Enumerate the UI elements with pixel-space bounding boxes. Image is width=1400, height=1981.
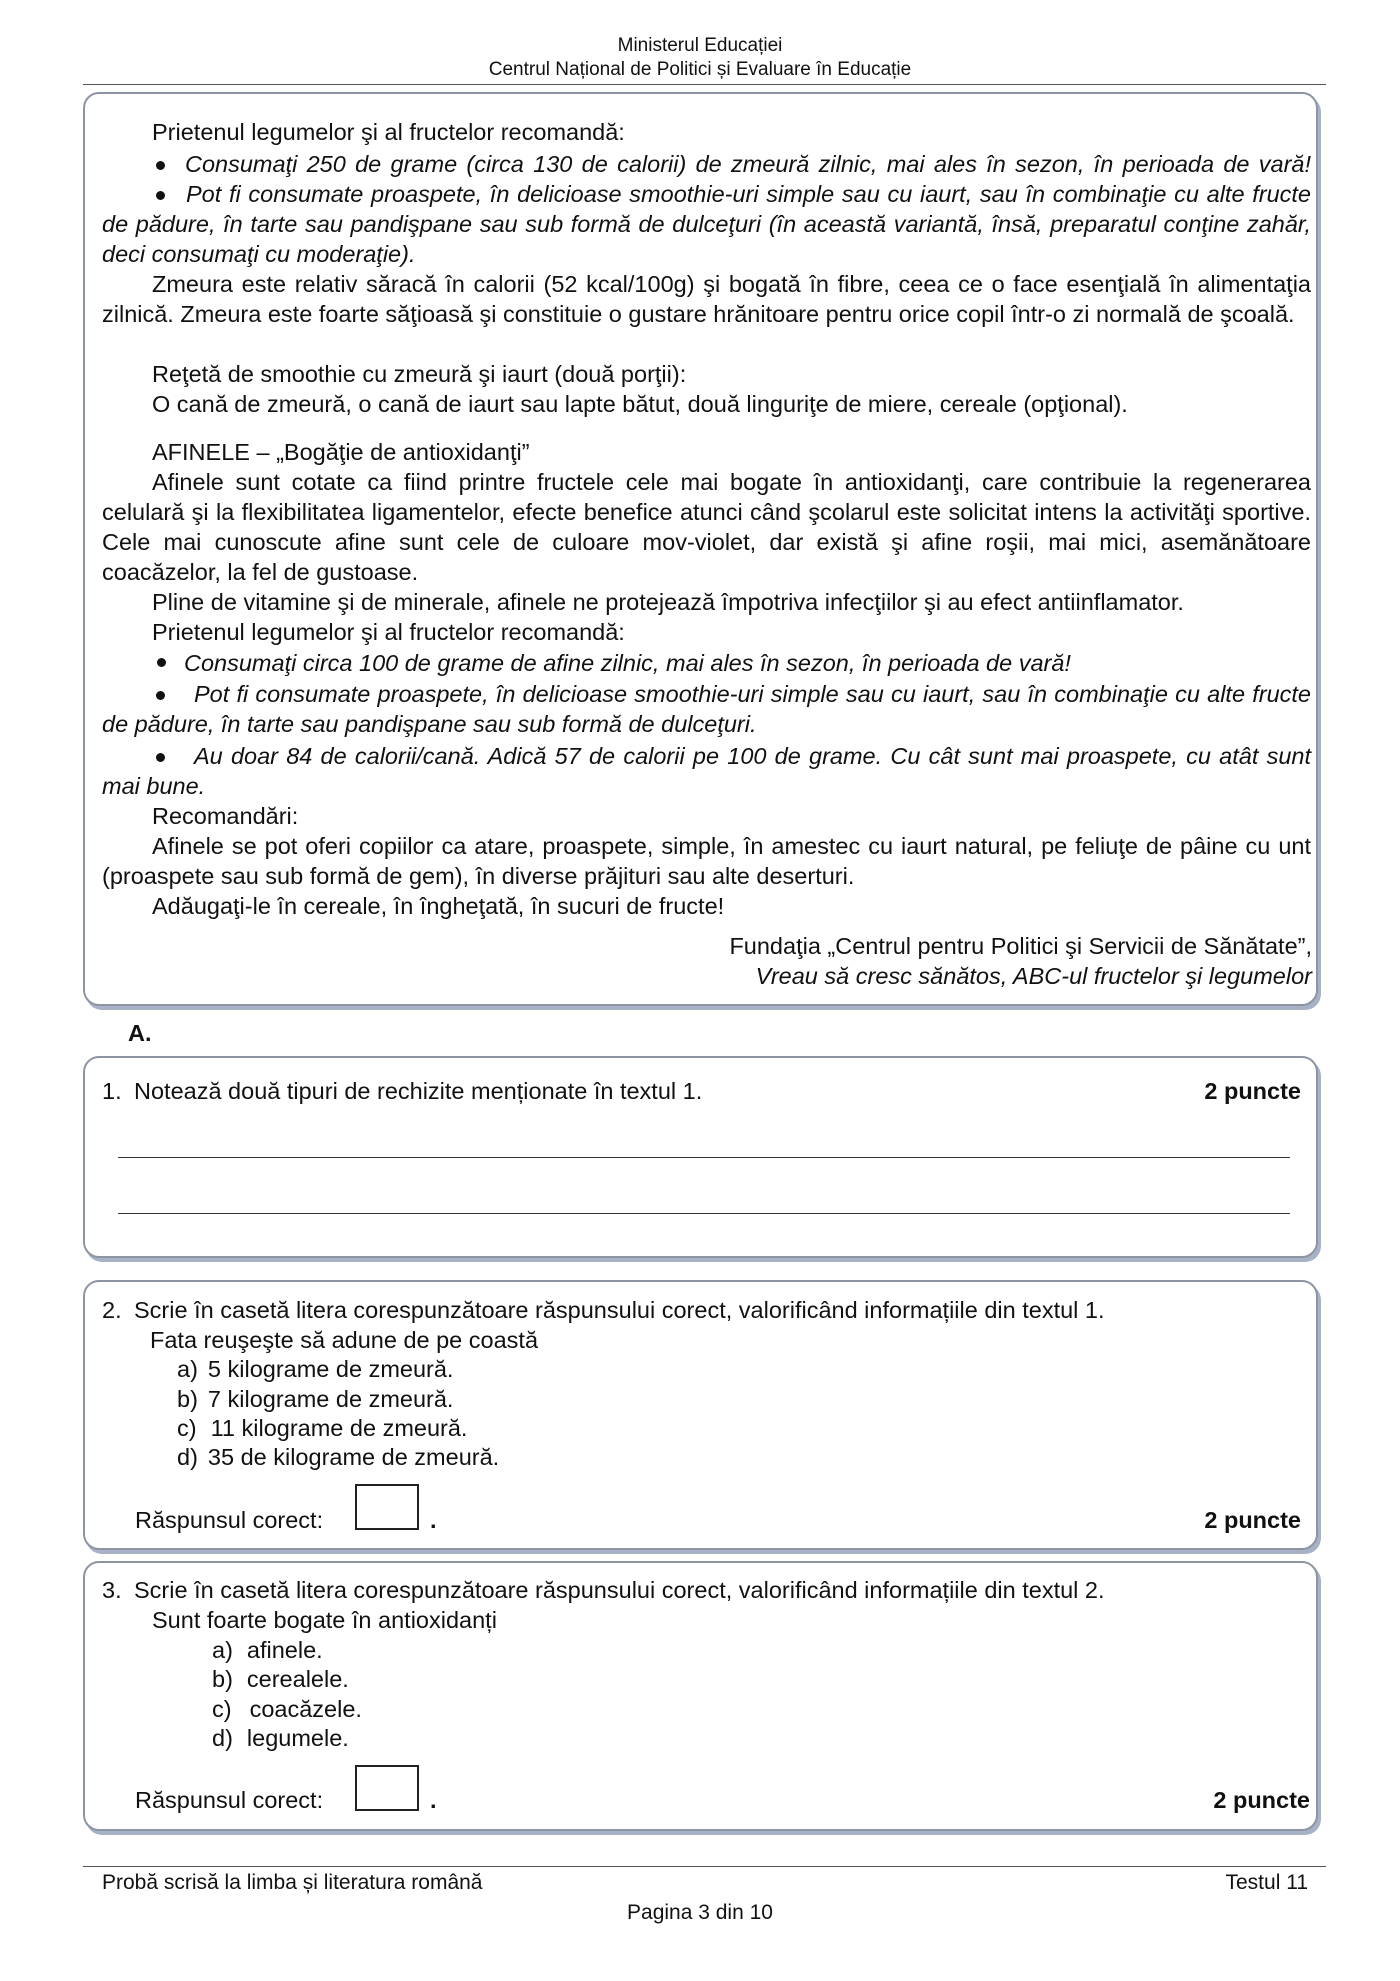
bullet-text: Pot fi consumate proaspete, în delicioase smoothie-uri simple sau cu iaurt, sau în combinaţie cu alte fructe de pădure, în tarte sau pandişpane sau sub formă de dulceţuri.: [102, 681, 1311, 737]
paragraph-add: Adăugaţi-le în cereale, în îngheţată, în sucuri de fructe!: [152, 893, 725, 919]
q3-points: 2 puncte: [1213, 1787, 1310, 1813]
bullet-icon: [157, 658, 166, 667]
q1-answer-line-2[interactable]: [118, 1213, 1290, 1214]
bullet-icon: [156, 161, 165, 170]
q2-stem: Fata reuşeşte să adune de pe coastă: [150, 1327, 539, 1353]
option-text: 11 kilograme de zmeură.: [210, 1415, 468, 1441]
q2-option-d: [177, 1442, 499, 1472]
option-text: 35 de kilograme de zmeură.: [207, 1444, 500, 1470]
section-label: A.: [128, 1020, 152, 1046]
bullet-blueberry-3: [102, 741, 1311, 801]
q2-option-b: [177, 1384, 453, 1414]
q2-points: 2 puncte: [1204, 1507, 1301, 1533]
bullet-icon: [156, 191, 165, 200]
q2-option-a: [177, 1354, 453, 1384]
bullet-text: Consumaţi 250 de grame (circa 130 de calorii) de zmeură zilnic, mai ales în sezon, în perioada de vară!: [185, 151, 1311, 177]
q2-text: Scrie în casetă litera corespunzătoare răspunsului corect, valorificând informațiile din textul 1.: [134, 1297, 1105, 1323]
q1-points: 2 puncte: [1204, 1078, 1301, 1104]
paragraph-recommend: Prietenul legumelor şi al fructelor recomandă:: [152, 619, 625, 645]
q3-stem: Sunt foarte bogate în antioxidanți: [152, 1607, 497, 1633]
q2-number: 2.: [102, 1297, 122, 1323]
bullet-raspberry-1: [102, 149, 1311, 179]
q3-answer-dot: .: [430, 1787, 437, 1813]
q3-text: Scrie în casetă litera corespunzătoare răspunsului corect, valorificând informațiile din textul 2.: [134, 1577, 1105, 1603]
option-text: cerealele.: [246, 1666, 349, 1692]
paragraph-recommendations-title: Recomandări:: [152, 803, 299, 829]
source-book-title: Vreau să cresc sănătos, ABC-ul fructelor şi legumelor: [755, 963, 1312, 989]
paragraph-raspberry-calories: Zmeura este relativ săracă în calorii (52 kcal/100g) şi bogată în fibre, ceea ce o face esenţială în alimentaţia zilnică. Zmeura este foarte săţioasă şi constituie o gustare hrănitoare pentru orice copil într-o zi normală de şcoală.: [102, 271, 1311, 327]
q1-number: 1.: [102, 1078, 122, 1104]
option-text: afinele.: [246, 1637, 323, 1663]
option-letter: a): [177, 1356, 198, 1382]
option-letter: c): [177, 1415, 197, 1441]
q2-answer-label: Răspunsul corect:: [135, 1507, 324, 1533]
bullet-raspberry-2: [102, 179, 1311, 269]
bullet-icon: [156, 691, 165, 700]
q1-answer-line-1[interactable]: [118, 1157, 1290, 1158]
paragraph-blueberries: Afinele sunt cotate ca fiind printre fructele cele mai bogate în antioxidanţi, care contribuie la regenerarea celulară şi la flexibilitatea ligamentelor, efecte benefice atunci când şcolarul este solicitat intens la activităţi sportive. Cele mai cunoscute afine sunt cele de culoare mov-violet, dar există şi afine roşii, mai mici, asemănătoare coacăzelor, la fel de gustoase.: [102, 469, 1311, 585]
option-letter: c): [212, 1696, 232, 1722]
q2-answer-box[interactable]: [355, 1484, 419, 1530]
option-text: 5 kilograme de zmeură.: [207, 1356, 454, 1382]
paragraph-recommendations: Afinele se pot oferi copiilor ca atare, proaspete, simple, în amestec cu iaurt natural, pe feliuţe de pâine cu unt (proaspete sau sub formă de gem), în diverse prăjituri sau alte deserturi.: [102, 833, 1311, 889]
option-letter: d): [212, 1725, 233, 1751]
bullet-blueberry-2: [102, 679, 1311, 739]
paragraph-recipe-title: Reţetă de smoothie cu zmeură şi iaurt (două porţii):: [152, 361, 687, 387]
q2-answer-dot: .: [430, 1507, 437, 1533]
paragraph-blueberries-title: AFINELE – „Bogăţie de antioxidanţi”: [152, 439, 530, 465]
q3-answer-label: Răspunsul corect:: [135, 1787, 324, 1813]
paragraph-vitamins: Pline de vitamine şi de minerale, afinele ne protejează împotriva infecţiilor şi au efect antiinflamator.: [152, 589, 1184, 615]
paragraph-intro: Prietenul legumelor şi al fructelor recomandă:: [152, 119, 625, 145]
q3-option-a: [212, 1635, 323, 1665]
q3-option-c: [212, 1694, 362, 1724]
header-rule: [83, 84, 1326, 85]
header-ministry: Ministerul Educației: [617, 35, 783, 56]
option-text: coacăzele.: [249, 1696, 362, 1722]
footer-page-number: Pagina 3 din 10: [627, 1901, 773, 1924]
option-letter: b): [177, 1386, 198, 1412]
q3-number: 3.: [102, 1577, 122, 1603]
bullet-blueberry-1: [157, 648, 1071, 678]
q2-option-c: [177, 1413, 467, 1443]
source-foundation: Fundaţia „Centrul pentru Politici şi Servicii de Sănătate”,: [729, 933, 1312, 959]
q3-answer-box[interactable]: [355, 1765, 419, 1811]
q1-text: Notează două tipuri de rechizite menționate în textul 1.: [134, 1078, 703, 1104]
bullet-text: Au doar 84 de calorii/cană. Adică 57 de calorii pe 100 de grame. Cu cât sunt mai proaspete, cu atât sunt mai bune.: [102, 743, 1311, 799]
option-letter: a): [212, 1637, 233, 1663]
q3-option-b: [212, 1664, 349, 1694]
option-letter: b): [212, 1666, 233, 1692]
option-text: 7 kilograme de zmeură.: [207, 1386, 454, 1412]
page-header: [0, 34, 1400, 82]
footer-rule: [83, 1866, 1326, 1867]
bullet-text: Consumaţi circa 100 de grame de afine zilnic, mai ales în sezon, în perioada de vară!: [184, 650, 1071, 676]
option-text: legumele.: [246, 1725, 349, 1751]
bullet-text: Pot fi consumate proaspete, în delicioase smoothie-uri simple sau cu iaurt, sau în combinaţie cu alte fructe de pădure, în tarte sau pandişpane sau sub formă de dulceţuri (în această variantă, însă, preparatul conţine zahăr, deci consumaţi cu moderaţie).: [102, 181, 1311, 267]
paragraph-recipe: O cană de zmeură, o cană de iaurt sau lapte bătut, două linguriţe de miere, cereale (opţional).: [152, 391, 1128, 417]
bullet-icon: [156, 753, 165, 762]
q3-option-d: [212, 1723, 349, 1753]
option-letter: d): [177, 1444, 198, 1470]
footer-test-number: Testul 11: [1225, 1871, 1308, 1894]
header-center: Centrul Național de Politici și Evaluare în Educație: [488, 59, 912, 80]
footer-exam-title: Probă scrisă la limba și literatura română: [102, 1871, 483, 1894]
